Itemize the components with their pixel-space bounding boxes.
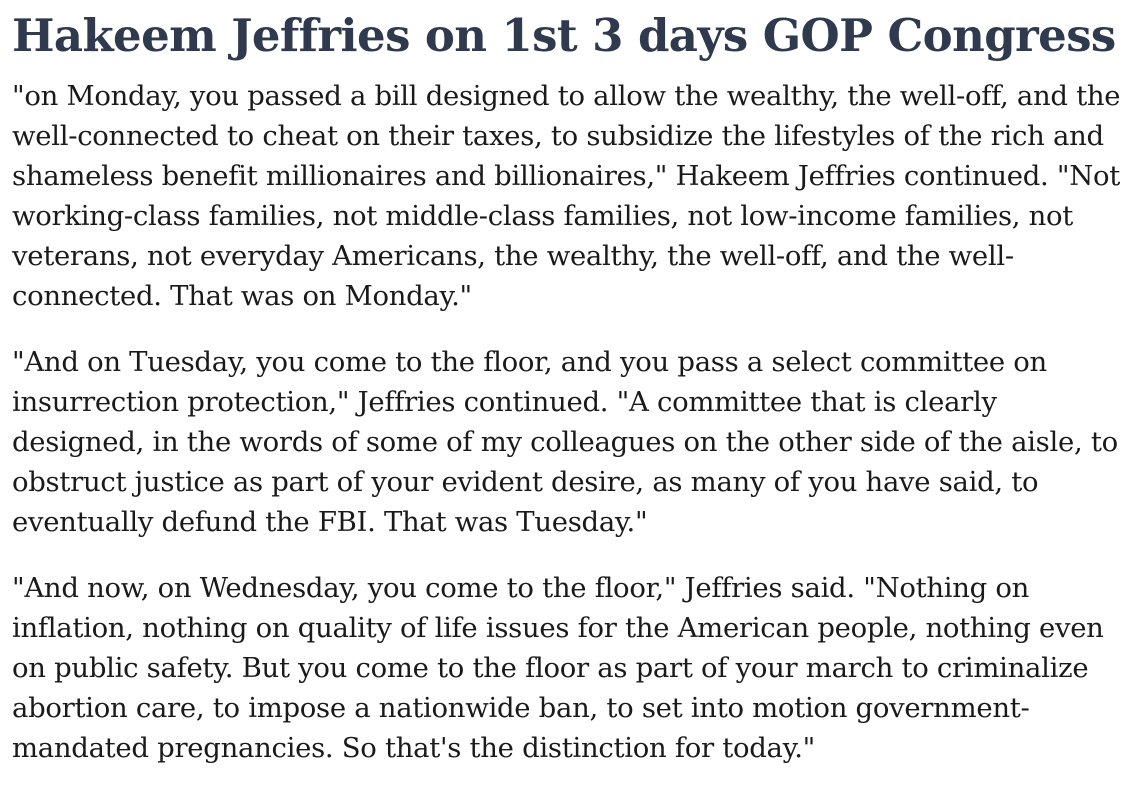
paragraph-wednesday: "And now, on Wednesday, you come to the floor," Jeffries said. "Nothing on inflation, nothing on quality of life issues for the American people, nothing even on public safety. But you come to the floor as part of your march to criminalize abortion care, to impose a nationwide ban, to set into motion government-mandated pregnancies. So that's the distinction for today."	[12, 572, 1104, 764]
article-title: Hakeem Jeffries on 1st 3 days GOP Congress	[12, 9, 1116, 62]
paragraph-tuesday: "And on Tuesday, you come to the floor, and you pass a select committee on insurrection protection," Jeffries continued. "A committee that is clearly designed, in the words of some of my colleagues on the other side of the aisle, to obstruct justice as part of your evident desire, as many of you have said, to eventually defund the FBI. That was Tuesday."	[12, 346, 1118, 538]
paragraph-monday: "on Monday, you passed a bill designed to allow the wealthy, the well-off, and the well-connected to cheat on their taxes, to subsidize the lifestyles of the rich and shameless benefit millionaires and billionaires," Hakeem Jeffries continued. "Not working-class families, not middle-class families, not low-income families, not veterans, not everyday Americans, the wealthy, the well-off, and the well-connected. That was on Monday."	[12, 80, 1121, 312]
